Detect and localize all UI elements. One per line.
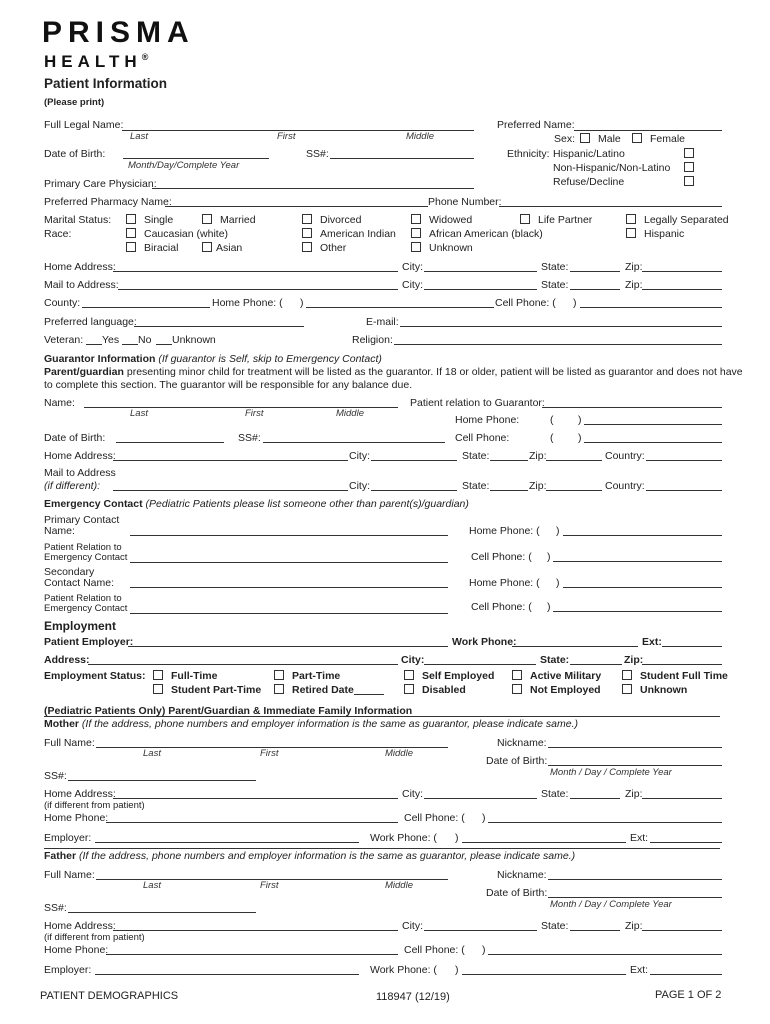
- guarantor-city-field[interactable]: [371, 460, 457, 461]
- marital-married-checkbox[interactable]: [202, 214, 212, 224]
- marital-status-label: Marital Status:: [44, 214, 112, 226]
- race-american-indian-checkbox[interactable]: [302, 228, 312, 238]
- father-cell-phone-close: ): [482, 944, 486, 956]
- dob-field[interactable]: [123, 158, 269, 159]
- mother-ssn-label: SS#:: [44, 770, 67, 782]
- mother-home-phone-label: Home Phone:: [44, 812, 109, 824]
- cell-phone-field[interactable]: [580, 307, 722, 308]
- father-zip-field[interactable]: [642, 930, 722, 931]
- ethnicity-refuse-label: Refuse/Decline: [553, 176, 625, 188]
- guarantor-mail-state-field[interactable]: [490, 490, 528, 491]
- mother-section-rule: [44, 848, 720, 849]
- guarantor-hint-last: Last: [130, 408, 148, 419]
- mother-nickname-label: Nickname:: [497, 737, 547, 749]
- father-hint-last: Last: [143, 880, 161, 891]
- marital-divorced-checkbox[interactable]: [302, 214, 312, 224]
- mother-cell-phone-field[interactable]: [488, 822, 722, 823]
- work-phone-field[interactable]: [512, 646, 638, 647]
- father-home-address-field[interactable]: [113, 930, 398, 931]
- marital-life-partner-checkbox[interactable]: [520, 214, 530, 224]
- mother-employer-label: Employer:: [44, 832, 92, 844]
- guarantor-cell-phone-label: Cell Phone:: [455, 432, 510, 444]
- home-city-label: City:: [402, 261, 423, 273]
- mother-if-different: (if different from patient): [44, 800, 145, 811]
- father-work-phone-close: ): [455, 964, 459, 976]
- father-heading-text: Father: [44, 850, 77, 862]
- marital-single-checkbox[interactable]: [126, 214, 136, 224]
- employer-address-field[interactable]: [88, 664, 398, 665]
- religion-label: Religion:: [352, 334, 393, 346]
- emp-student-part-time-label: Student Part-Time: [171, 684, 262, 696]
- phone-number-field[interactable]: [499, 206, 722, 207]
- mother-ext-label: Ext:: [630, 832, 649, 844]
- logo-prisma: PRISMA: [42, 16, 195, 49]
- guarantor-home-address-field[interactable]: [113, 460, 348, 461]
- father-dob-label: Date of Birth:: [486, 887, 548, 899]
- guarantor-home-phone-field[interactable]: [584, 424, 722, 425]
- cell-phone-label: Cell Phone: (: [495, 297, 556, 309]
- father-city-field[interactable]: [424, 930, 537, 931]
- county-label: County:: [44, 297, 81, 309]
- father-heading-note: (If the address, phone numbers and employer information is the same as guarantor, please indicate same.): [79, 850, 576, 862]
- ssn-label: SS#:: [306, 148, 329, 160]
- father-zip-label: Zip:: [625, 920, 643, 932]
- pharmacy-field[interactable]: [165, 206, 428, 207]
- guarantor-hint-middle: Middle: [336, 408, 364, 419]
- mail-city-label: City:: [402, 279, 423, 291]
- father-dob-field[interactable]: [548, 897, 722, 898]
- primary-home-phone-label: Home Phone: (: [469, 525, 540, 537]
- pcp-field[interactable]: [152, 188, 474, 189]
- mother-hint-first: First: [260, 748, 279, 759]
- mail-address-field[interactable]: [118, 289, 398, 290]
- father-home-phone-field[interactable]: [106, 954, 398, 955]
- guarantor-home-address-label: Home Address:: [44, 450, 116, 462]
- secondary-relation-field[interactable]: [130, 613, 448, 614]
- mother-dob-label: Date of Birth:: [486, 755, 548, 767]
- dob-hint: Month/Day/Complete Year: [128, 160, 240, 171]
- mother-heading-note: (If the address, phone numbers and employer information is the same as guarantor, please indicate same.): [81, 718, 579, 730]
- father-cell-phone-label: Cell Phone: (: [404, 944, 465, 956]
- secondary-cell-phone-label: Cell Phone: (: [471, 601, 532, 613]
- father-ext-label: Ext:: [630, 964, 649, 976]
- guarantor-mail-state-label: State:: [462, 480, 490, 492]
- emp-retired-date-field[interactable]: [354, 694, 384, 695]
- registered-mark: ®: [141, 52, 149, 62]
- home-phone-paren: ): [300, 297, 304, 309]
- guarantor-state-field[interactable]: [490, 460, 528, 461]
- veteran-yes-field[interactable]: [86, 344, 102, 345]
- mother-heading: [44, 718, 578, 730]
- mother-employer-field[interactable]: [95, 842, 359, 843]
- mother-home-phone-field[interactable]: [106, 822, 398, 823]
- race-other-label: Other: [320, 242, 347, 254]
- primary-relation-label-1: Patient Relation to: [44, 542, 122, 553]
- marital-married-label: Married: [220, 214, 256, 226]
- guarantor-home-phone-open: (: [550, 414, 554, 426]
- sex-label: Sex:: [554, 133, 576, 145]
- sex-male-checkbox[interactable]: [580, 133, 590, 143]
- employment-status-label: Employment Status:: [44, 670, 146, 682]
- father-hint-first: First: [260, 880, 279, 891]
- marital-separated-label: Legally Separated: [644, 214, 729, 226]
- employment-heading: Employment: [44, 619, 117, 633]
- employer-state-label: State:: [540, 654, 570, 666]
- guarantor-mail-zip-field[interactable]: [546, 490, 602, 491]
- race-label: Race:: [44, 228, 72, 240]
- emp-disabled-label: Disabled: [422, 684, 466, 696]
- race-american-indian-label: American Indian: [320, 228, 396, 240]
- race-unknown-label: Unknown: [429, 242, 473, 254]
- guarantor-ssn-label: SS#:: [238, 432, 261, 444]
- guarantor-mail-address-field[interactable]: [113, 490, 348, 491]
- guarantor-hint-first: First: [245, 408, 264, 419]
- employer-city-field[interactable]: [424, 664, 536, 665]
- guarantor-state-label: State:: [462, 450, 490, 462]
- mother-dob-field[interactable]: [548, 765, 722, 766]
- race-unknown-checkbox[interactable]: [411, 242, 421, 252]
- mother-ext-field[interactable]: [650, 842, 722, 843]
- guarantor-mail-city-label: City:: [349, 480, 370, 492]
- mother-city-field[interactable]: [424, 798, 537, 799]
- mother-zip-field[interactable]: [642, 798, 722, 799]
- home-phone-field[interactable]: [306, 307, 494, 308]
- phone-number-label: Phone Number:: [428, 196, 502, 208]
- pcp-label: Primary Care Physician:: [44, 178, 157, 190]
- mail-zip-label: Zip:: [625, 279, 643, 291]
- employer-zip-field[interactable]: [642, 664, 722, 665]
- ethnicity-hispanic-checkbox[interactable]: [684, 148, 694, 158]
- guarantor-description-1: [44, 366, 743, 378]
- guarantor-ssn-field[interactable]: [263, 442, 445, 443]
- guarantor-cell-phone-field[interactable]: [584, 442, 722, 443]
- mother-nickname-field[interactable]: [548, 747, 722, 748]
- emp-not-employed-label: Not Employed: [530, 684, 601, 696]
- mother-home-address-label: Home Address:: [44, 788, 116, 800]
- guarantor-country-label: Country:: [605, 450, 645, 462]
- primary-relation-field[interactable]: [130, 562, 448, 563]
- father-employer-field[interactable]: [95, 974, 359, 975]
- mail-address-label: Mail to Address:: [44, 279, 119, 291]
- veteran-unknown-field[interactable]: [156, 344, 172, 345]
- logo-health: [44, 52, 148, 72]
- secondary-contact-label-2: Contact Name:: [44, 577, 115, 589]
- mail-state-label: State:: [541, 279, 569, 291]
- secondary-contact-label-1: Secondary: [44, 566, 95, 578]
- guarantor-heading: [44, 353, 382, 365]
- emergency-heading: [44, 498, 469, 510]
- mother-work-phone-label: Work Phone: (: [370, 832, 437, 844]
- marital-life-partner-label: Life Partner: [538, 214, 593, 226]
- secondary-cell-phone-close: ): [547, 601, 551, 613]
- mail-state-field[interactable]: [570, 289, 620, 290]
- father-full-name-label: Full Name:: [44, 869, 95, 881]
- mother-heading-text: Mother: [44, 718, 79, 730]
- father-nickname-field[interactable]: [548, 879, 722, 880]
- email-field[interactable]: [400, 326, 722, 327]
- emp-student-part-time-checkbox[interactable]: [153, 684, 163, 694]
- guarantor-zip-label: Zip:: [529, 450, 547, 462]
- guarantor-mail-country-field[interactable]: [646, 490, 722, 491]
- guarantor-heading-text: Guarantor Information: [44, 353, 156, 365]
- mother-ssn-field[interactable]: [68, 780, 256, 781]
- pediatric-heading: (Pediatric Patients Only) Parent/Guardian & Immediate Family Information: [44, 705, 413, 717]
- veteran-yes-label: Yes: [102, 334, 120, 346]
- primary-relation-label-2: Emergency Contact: [44, 552, 128, 563]
- veteran-unknown-label: Unknown: [172, 334, 216, 346]
- mail-city-field[interactable]: [424, 289, 537, 290]
- father-ssn-label: SS#:: [44, 902, 67, 914]
- footer-form-number: 118947 (12/19): [376, 991, 450, 1003]
- please-print-note: (Please print): [44, 97, 105, 108]
- emp-self-employed-label: Self Employed: [422, 670, 495, 682]
- emergency-heading-note: (Pediatric Patients please list someone other than parent(s)/guardian): [145, 498, 469, 510]
- marital-divorced-label: Divorced: [320, 214, 362, 226]
- mother-cell-phone-close: ): [482, 812, 486, 824]
- race-asian-checkbox[interactable]: [202, 242, 212, 252]
- primary-home-phone-close: ): [556, 525, 560, 537]
- father-state-label: State:: [541, 920, 569, 932]
- emp-unknown-label: Unknown: [640, 684, 688, 696]
- secondary-home-phone-field[interactable]: [563, 587, 722, 588]
- veteran-label: Veteran:: [44, 334, 84, 346]
- preferred-name-field[interactable]: [574, 130, 722, 131]
- guarantor-zip-field[interactable]: [546, 460, 602, 461]
- religion-field[interactable]: [394, 344, 722, 345]
- primary-contact-label-1: Primary Contact: [44, 514, 120, 526]
- ethnicity-label: Ethnicity:: [507, 148, 550, 160]
- emp-active-military-checkbox[interactable]: [512, 670, 522, 680]
- primary-cell-phone-label: Cell Phone: (: [471, 551, 532, 563]
- secondary-relation-label-2: Emergency Contact: [44, 603, 128, 614]
- father-ext-field[interactable]: [650, 974, 722, 975]
- ethnicity-hispanic-label: Hispanic/Latino: [553, 148, 625, 160]
- primary-cell-phone-field[interactable]: [553, 561, 722, 562]
- emp-retired-label: Retired Date: [292, 684, 354, 696]
- sex-female-label: Female: [650, 133, 686, 145]
- father-nickname-label: Nickname:: [497, 869, 547, 881]
- father-work-phone-field[interactable]: [462, 974, 626, 975]
- home-state-field[interactable]: [570, 271, 620, 272]
- marital-separated-checkbox[interactable]: [626, 214, 636, 224]
- home-state-label: State:: [541, 261, 569, 273]
- race-biracial-label: Biracial: [144, 242, 179, 254]
- emp-part-time-label: Part-Time: [292, 670, 341, 682]
- emp-full-time-checkbox[interactable]: [153, 670, 163, 680]
- home-address-field[interactable]: [113, 271, 398, 272]
- primary-cell-phone-close: ): [547, 551, 551, 563]
- race-caucasian-label: Caucasian (white): [144, 228, 229, 240]
- ethnicity-non-hispanic-checkbox[interactable]: [684, 162, 694, 172]
- secondary-relation-label-1: Patient Relation to: [44, 593, 122, 604]
- language-label: Preferred language:: [44, 316, 137, 328]
- marital-widowed-checkbox[interactable]: [411, 214, 421, 224]
- marital-single-label: Single: [144, 214, 174, 226]
- mother-hint-middle: Middle: [385, 748, 413, 759]
- mother-full-name-label: Full Name:: [44, 737, 95, 749]
- ssn-field[interactable]: [330, 158, 474, 159]
- guarantor-description-2: to complete this section. The guarantor will be responsible for any balance due.: [44, 379, 413, 391]
- mother-zip-label: Zip:: [625, 788, 643, 800]
- veteran-no-field[interactable]: [122, 344, 138, 345]
- emp-disabled-checkbox[interactable]: [404, 684, 414, 694]
- emp-student-full-time-checkbox[interactable]: [622, 670, 632, 680]
- mother-cell-phone-label: Cell Phone: (: [404, 812, 465, 824]
- guarantor-name-label: Name:: [44, 397, 75, 409]
- primary-contact-label-2: Name:: [44, 525, 75, 537]
- guarantor-description-text: presenting minor child for treatment will be listed as the guarantor. If 18 or older, patient will be listed as guarantor and does not have: [123, 366, 743, 378]
- primary-home-phone-field[interactable]: [563, 535, 722, 536]
- emp-part-time-checkbox[interactable]: [274, 670, 284, 680]
- mother-hint-last: Last: [143, 748, 161, 759]
- race-african-american-checkbox[interactable]: [411, 228, 421, 238]
- mother-work-phone-close: ): [455, 832, 459, 844]
- race-hispanic-checkbox[interactable]: [626, 228, 636, 238]
- secondary-contact-field[interactable]: [130, 587, 448, 588]
- guarantor-relation-label: Patient relation to Guarantor:: [410, 397, 545, 409]
- emp-full-time-label: Full-Time: [171, 670, 218, 682]
- sex-male-label: Male: [598, 133, 621, 145]
- employer-city-label: City:: [401, 654, 425, 666]
- guarantor-mail-country-label: Country:: [605, 480, 645, 492]
- mother-work-phone-field[interactable]: [462, 842, 626, 843]
- guarantor-relation-field[interactable]: [542, 407, 722, 408]
- veteran-no-label: No: [138, 334, 152, 346]
- father-cell-phone-field[interactable]: [488, 954, 722, 955]
- race-caucasian-checkbox[interactable]: [126, 228, 136, 238]
- guarantor-cell-phone-open: (: [550, 432, 554, 444]
- emp-student-full-time-label: Student Full Time: [640, 670, 728, 682]
- employer-state-field[interactable]: [570, 664, 622, 665]
- emp-not-employed-checkbox[interactable]: [512, 684, 522, 694]
- hint-middle: Middle: [406, 131, 434, 142]
- employer-zip-label: Zip:: [624, 654, 644, 666]
- sex-female-checkbox[interactable]: [632, 133, 642, 143]
- hint-last: Last: [130, 131, 148, 142]
- primary-contact-field[interactable]: [130, 535, 448, 536]
- race-asian-label: Asian: [216, 242, 243, 254]
- guarantor-dob-field[interactable]: [116, 442, 224, 443]
- secondary-home-phone-close: ): [556, 577, 560, 589]
- emp-retired-checkbox[interactable]: [274, 684, 284, 694]
- secondary-home-phone-label: Home Phone: (: [469, 577, 540, 589]
- home-zip-label: Zip:: [625, 261, 643, 273]
- father-heading: [44, 850, 575, 862]
- logo-health-text: HEALTH: [44, 52, 142, 71]
- footer-left: PATIENT DEMOGRAPHICS: [40, 990, 179, 1002]
- father-if-different: (if different from patient): [44, 932, 145, 943]
- footer-page-number: PAGE 1 OF 2: [655, 989, 722, 1001]
- guarantor-mail-city-field[interactable]: [371, 490, 457, 491]
- father-ssn-field[interactable]: [68, 912, 256, 913]
- race-african-american-label: African American (black): [429, 228, 543, 240]
- page-title: Patient Information: [44, 76, 168, 91]
- guarantor-mail-if-different: (if different):: [44, 480, 101, 492]
- race-hispanic-label: Hispanic: [644, 228, 685, 240]
- hint-first: First: [277, 131, 296, 142]
- emp-unknown-checkbox[interactable]: [622, 684, 632, 694]
- home-zip-field[interactable]: [642, 271, 722, 272]
- home-city-field[interactable]: [424, 271, 537, 272]
- email-label: E-mail:: [366, 316, 399, 328]
- preferred-name-label: Preferred Name:: [497, 119, 575, 131]
- father-state-field[interactable]: [570, 930, 620, 931]
- county-field[interactable]: [82, 307, 210, 308]
- home-phone-label: Home Phone: (: [212, 297, 283, 309]
- father-home-phone-label: Home Phone:: [44, 944, 109, 956]
- emp-self-employed-checkbox[interactable]: [404, 670, 414, 680]
- pediatric-heading-rule: [44, 716, 720, 717]
- father-employer-label: Employer:: [44, 964, 92, 976]
- guarantor-city-label: City:: [349, 450, 370, 462]
- employer-label: Patient Employer:: [44, 636, 134, 648]
- pharmacy-label: Preferred Pharmacy Name:: [44, 196, 172, 208]
- ext-field[interactable]: [662, 646, 722, 647]
- parent-guardian-text: Parent/guardian: [44, 366, 124, 378]
- guarantor-home-phone-label: Home Phone:: [455, 414, 520, 426]
- father-dob-hint: Month / Day / Complete Year: [550, 899, 672, 910]
- race-other-checkbox[interactable]: [302, 242, 312, 252]
- secondary-cell-phone-field[interactable]: [553, 611, 722, 612]
- ethnicity-non-hispanic-label: Non-Hispanic/Non-Latino: [553, 162, 671, 174]
- ext-label: Ext:: [642, 636, 662, 648]
- guarantor-heading-note: (If guarantor is Self, skip to Emergency Contact): [158, 353, 382, 365]
- work-phone-label: Work Phone:: [452, 636, 517, 648]
- guarantor-cell-phone-close: ): [578, 432, 582, 444]
- guarantor-mail-zip-label: Zip:: [529, 480, 547, 492]
- mother-city-label: City:: [402, 788, 423, 800]
- father-work-phone-label: Work Phone: (: [370, 964, 437, 976]
- ethnicity-refuse-checkbox[interactable]: [684, 176, 694, 186]
- guarantor-home-phone-close: ): [578, 414, 582, 426]
- race-biracial-checkbox[interactable]: [126, 242, 136, 252]
- mother-state-label: State:: [541, 788, 569, 800]
- employer-address-label: Address:: [44, 654, 90, 666]
- full-legal-name-label: Full Legal Name:: [44, 119, 124, 131]
- guarantor-mail-label: Mail to Address: [44, 467, 116, 479]
- cell-phone-paren: ): [573, 297, 577, 309]
- emp-active-military-label: Active Military: [530, 670, 602, 682]
- dob-label: Date of Birth:: [44, 148, 106, 160]
- mother-home-address-field[interactable]: [113, 798, 398, 799]
- mother-dob-hint: Month / Day / Complete Year: [550, 767, 672, 778]
- father-hint-middle: Middle: [385, 880, 413, 891]
- guarantor-country-field[interactable]: [646, 460, 722, 461]
- guarantor-dob-label: Date of Birth:: [44, 432, 106, 444]
- father-home-address-label: Home Address:: [44, 920, 116, 932]
- marital-widowed-label: Widowed: [429, 214, 473, 226]
- emergency-heading-text: Emergency Contact: [44, 498, 143, 510]
- mail-zip-field[interactable]: [642, 289, 722, 290]
- father-city-label: City:: [402, 920, 423, 932]
- home-address-label: Home Address:: [44, 261, 116, 273]
- employer-field[interactable]: [128, 646, 448, 647]
- mother-state-field[interactable]: [570, 798, 620, 799]
- language-field[interactable]: [134, 326, 304, 327]
